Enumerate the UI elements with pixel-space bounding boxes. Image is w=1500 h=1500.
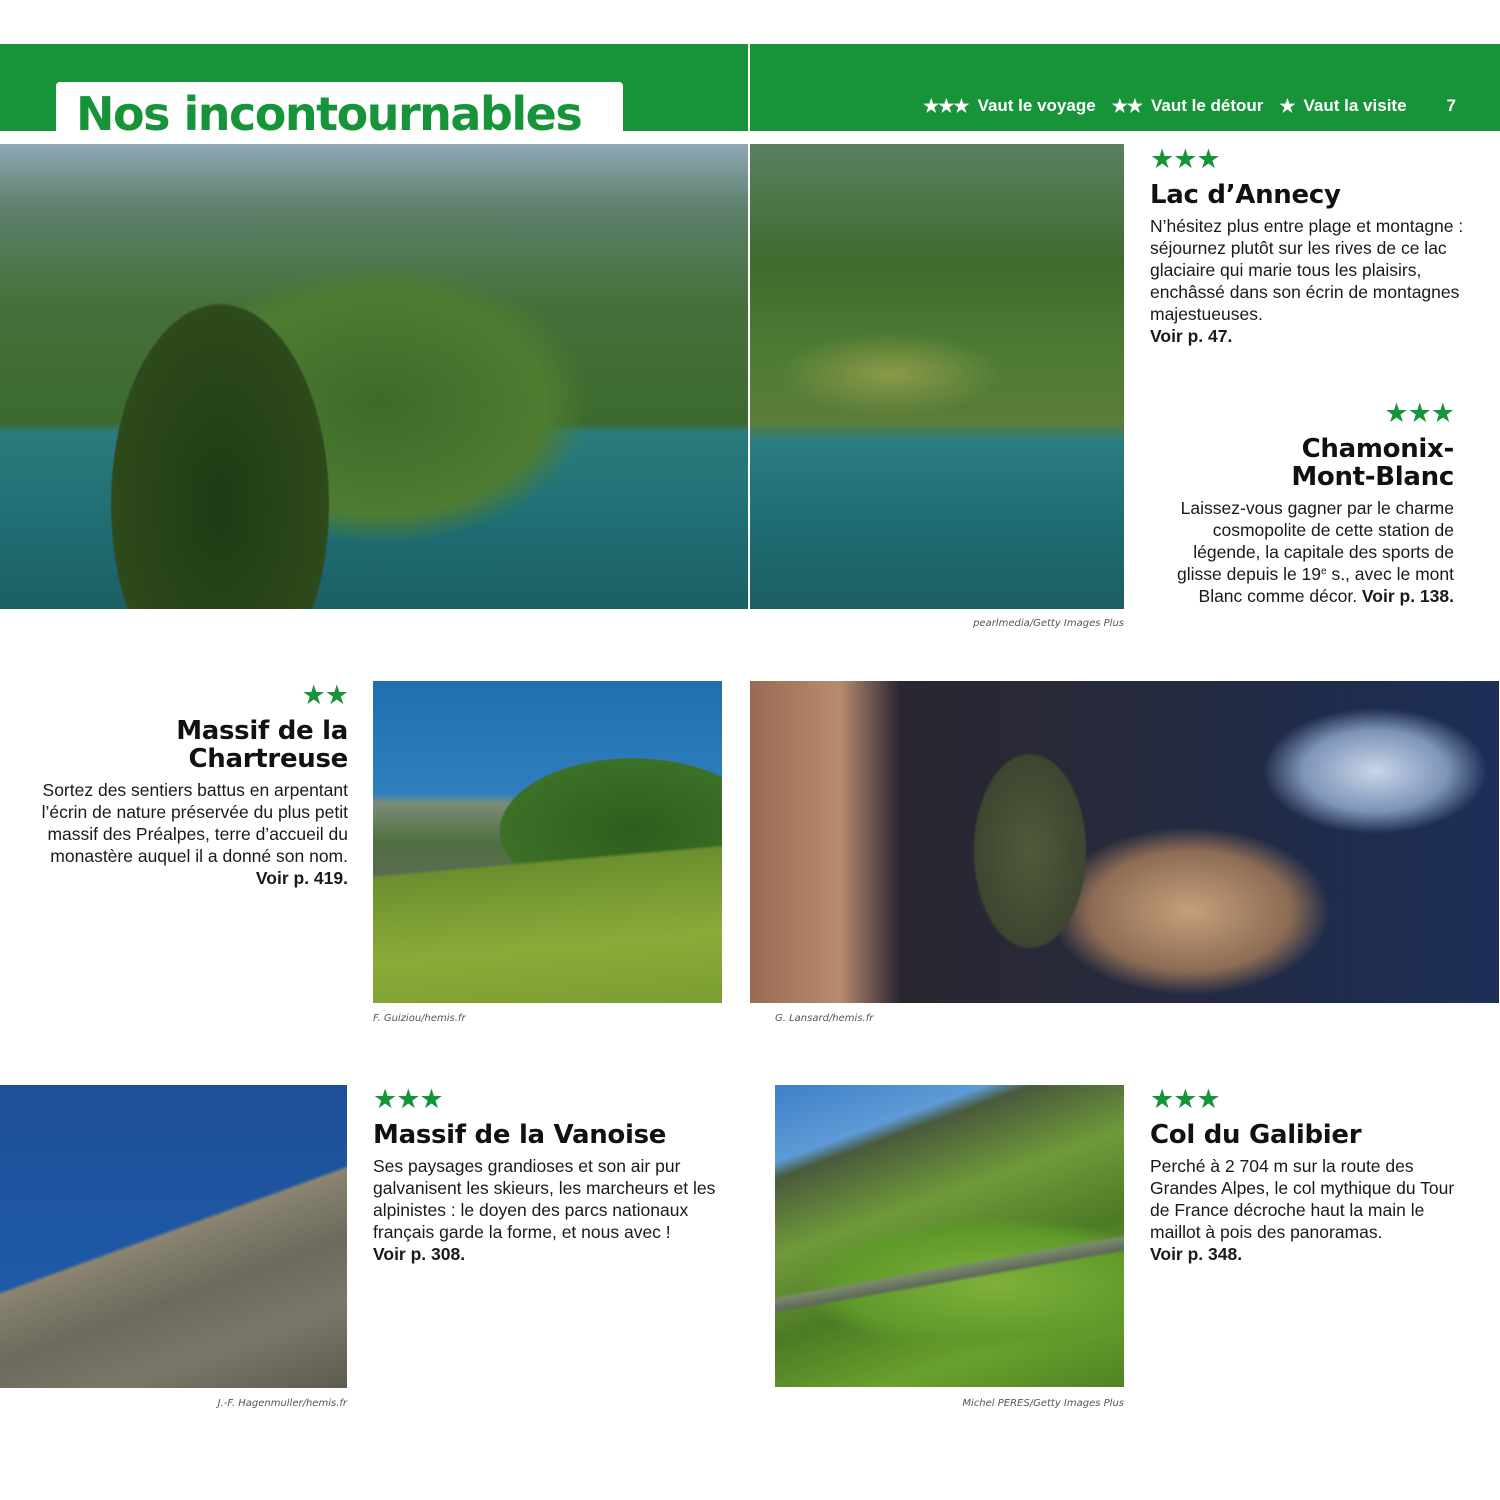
site-description: N’hésitez plus entre plage et montagne : séjournez plutôt sur les rives de ce lac glaciaire qui marie tous les plaisirs, enchâssé dans son écrin de montagnes majestueuses. Voir p. 47.: [1150, 216, 1464, 346]
photo-credit-vanoise: J.-F. Hagenmuller/hemis.fr: [217, 1398, 347, 1409]
site-title: Massif de la Vanoise: [373, 1120, 667, 1150]
photo-chartreuse: [373, 681, 722, 1003]
site-vanoise: [373, 1085, 733, 1265]
rating-stars-icon: ★★: [301, 680, 348, 710]
photo-vanoise: [0, 1085, 347, 1388]
site-description: Laissez-vous gagner par le charme cosmopolite de cette station de légende, la capitale des sports de glisse depuis le 19e s., avec le mont Blanc comme décor. Voir p. 138.: [1177, 498, 1454, 606]
site-title: Lac d’Annecy: [1150, 180, 1341, 210]
site-description: Ses paysages grandioses et son air pur galvanisent les skieurs, les marcheurs et les alpinistes : le doyen des parcs nationaux français garde la forme, et nous avec ! Voir p. 308.: [373, 1156, 716, 1264]
rating-stars-icon: ★★★: [1384, 398, 1454, 428]
site-title: Col du Galibier: [1150, 1120, 1362, 1150]
photo-credit-chamonix: G. Lansard/hemis.fr: [775, 1013, 874, 1024]
page-reference: Voir p. 138.: [1361, 586, 1454, 606]
photo-credit-annecy: pearlmedia/Getty Images Plus: [973, 618, 1124, 629]
site-galibier: [1150, 1085, 1470, 1265]
site-description: Perché à 2 704 m sur la route des Grandes Alpes, le col mythique du Tour de France décroche haut la main le maillot à pois des panoramas. Voir p. 348.: [1150, 1156, 1455, 1264]
site-description: Sortez des sentiers battus en arpentant l’écrin de nature préservée du plus petit massif des Préalpes, terre d’accueil du monastère auquel il a donné son nom. Voir p. 419.: [41, 780, 348, 888]
site-title: Chamonix- Mont-Blanc: [1291, 434, 1454, 492]
page-reference: Voir p. 47.: [1150, 326, 1233, 346]
legend-label-voyage: Vaut le voyage: [977, 96, 1096, 115]
rating-stars-icon: ★★★: [1150, 144, 1220, 174]
star-legend: [923, 94, 1456, 118]
page-reference: Voir p. 419.: [255, 868, 348, 888]
rating-stars-icon: ★★★: [373, 1084, 443, 1114]
three-star-icon: ★★★: [923, 95, 969, 116]
photo-lac-annecy-left: [0, 144, 748, 609]
site-annecy: [1150, 145, 1470, 347]
page-title: Nos incontournables: [76, 87, 582, 141]
photo-lac-annecy-right: [750, 144, 1124, 609]
two-star-icon: ★★: [1111, 95, 1142, 116]
site-title: Massif de la Chartreuse: [176, 716, 348, 774]
photo-credit-galibier: Michel PERES/Getty Images Plus: [962, 1398, 1124, 1409]
page-reference: Voir p. 348.: [1150, 1244, 1243, 1264]
photo-chamonix: [750, 681, 1499, 1003]
one-star-icon: ★: [1279, 95, 1295, 116]
page-number: 7: [1446, 96, 1456, 115]
photo-credit-chartreuse: F. Guiziou/hemis.fr: [373, 1013, 466, 1024]
page-reference: Voir p. 308.: [373, 1244, 466, 1264]
legend-label-detour: Vaut le détour: [1150, 96, 1264, 115]
site-chartreuse: [40, 681, 348, 889]
site-chamonix: [1154, 399, 1454, 607]
legend-label-visite: Vaut la visite: [1303, 96, 1407, 115]
photo-galibier: [775, 1085, 1124, 1387]
rating-stars-icon: ★★★: [1150, 1084, 1220, 1114]
